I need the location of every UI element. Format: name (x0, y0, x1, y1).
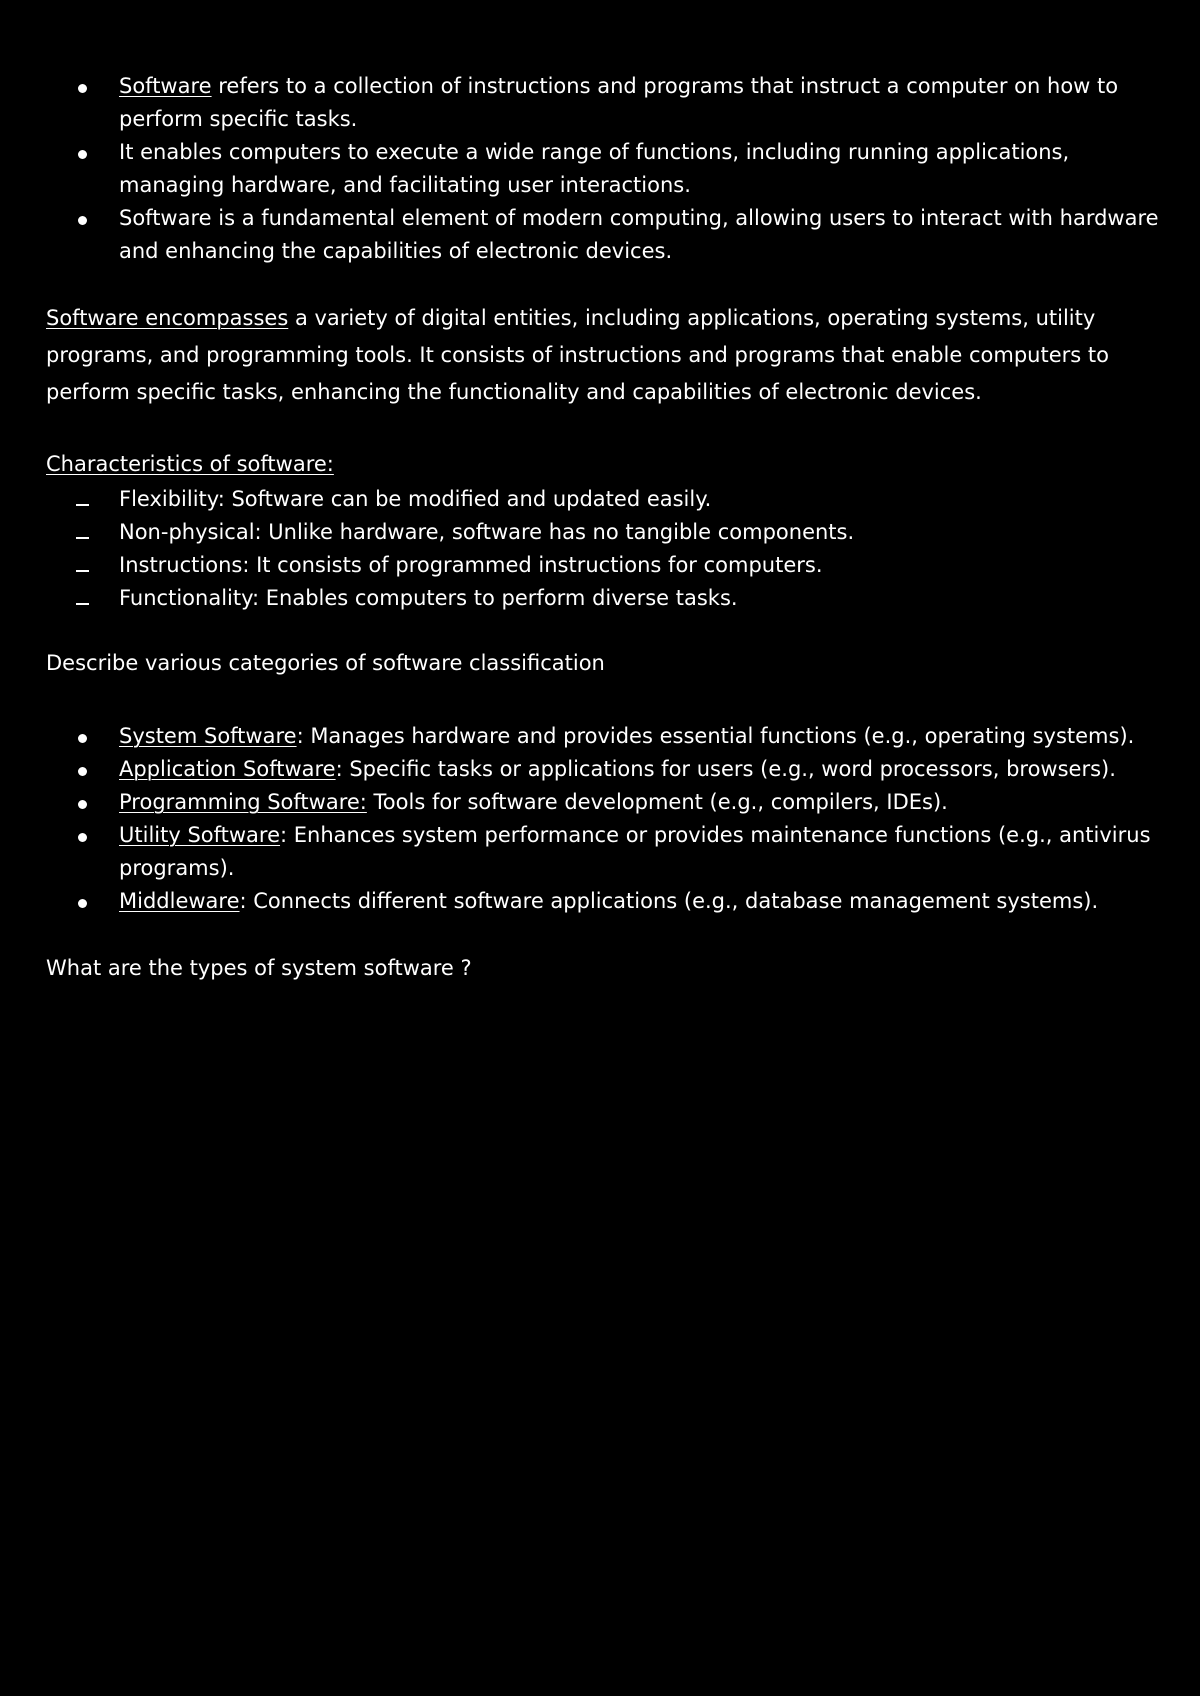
term-system-software: System Software (119, 724, 297, 748)
list-item (46, 549, 1166, 582)
list-item (46, 516, 1166, 549)
list-item (46, 720, 1166, 753)
list-item-text: Tools for software development (e.g., compilers, IDEs). (366, 790, 948, 814)
bullet-dot-icon (75, 136, 89, 169)
list-item-text: refers to a collection of instructions and programs that instruct a computer on how to perform specific tasks. (119, 74, 1119, 131)
term-software-encompasses: Software encompasses (46, 306, 289, 330)
bullet-dot-icon (75, 885, 89, 918)
dash-icon (75, 549, 89, 582)
list-item-text: Non-physical: Unlike hardware, software has no tangible components. (119, 520, 855, 544)
list-item (46, 582, 1166, 615)
list-item-text: Instructions: It consists of programmed instructions for computers. (119, 553, 823, 577)
list-item (46, 786, 1166, 819)
list-item (46, 70, 1166, 136)
list-item (46, 753, 1166, 786)
term-software: Software (119, 74, 212, 98)
list-item-text: : Connects different software applications (e.g., database management systems). (239, 889, 1099, 913)
term-middleware: Middleware (119, 889, 240, 913)
list-item (46, 483, 1166, 516)
list-item-text: Functionality: Enables computers to perform diverse tasks. (119, 586, 738, 610)
list-item-text: It enables computers to execute a wide range of functions, including running applications, managing hardware, and facilitating user interactions. (119, 140, 1070, 197)
bullet-dot-icon (75, 753, 89, 786)
characteristics-list (46, 483, 1166, 615)
term-application-software: Application Software (119, 757, 336, 781)
list-item (46, 819, 1166, 885)
dash-icon (75, 483, 89, 516)
characteristics-heading: Characteristics of software: (46, 452, 334, 476)
bullet-dot-icon (75, 70, 89, 103)
system-software-question: What are the types of system software ? (46, 956, 472, 980)
definition-paragraph (46, 300, 1166, 411)
list-item-text: : Specific tasks or applications for users (e.g., word processors, browsers). (335, 757, 1116, 781)
term-programming-software: Programming Software: (119, 790, 367, 814)
bullet-dot-icon (75, 819, 89, 852)
list-item-text: : Enhances system performance or provides maintenance functions (e.g., antivirus programs). (119, 823, 1151, 880)
list-item (46, 885, 1166, 918)
list-item (46, 136, 1166, 202)
document-body (46, 70, 1166, 985)
paragraph-text: a variety of digital entities, including applications, operating systems, utility programs, and programming tools. It consists of instructions and programs that enable computers to perform specific tasks, enhancing the functionality and capabilities of electronic devices. (46, 306, 1109, 404)
dash-icon (75, 582, 89, 615)
categories-question: Describe various categories of software classification (46, 651, 605, 675)
bullet-dot-icon (75, 720, 89, 753)
list-item (46, 202, 1166, 268)
intro-bullet-list (46, 70, 1166, 268)
list-item-text: : Manages hardware and provides essential functions (e.g., operating systems). (296, 724, 1135, 748)
term-utility-software: Utility Software (119, 823, 281, 847)
list-item-text: Software is a fundamental element of modern computing, allowing users to interact with hardware and enhancing the capabilities of electronic devices. (119, 206, 1159, 263)
dash-icon (75, 516, 89, 549)
list-item-text: Flexibility: Software can be modified and updated easily. (119, 487, 712, 511)
bullet-dot-icon (75, 786, 89, 819)
bullet-dot-icon (75, 202, 89, 235)
categories-list (46, 720, 1166, 918)
